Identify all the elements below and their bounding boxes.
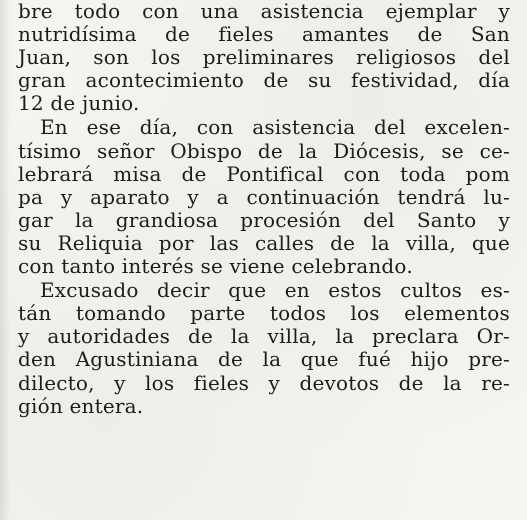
text-line: 12 de junio.: [18, 91, 140, 116]
paragraph-1: [18, 0, 510, 115]
text-line: lebrará misa de Pontifical con toda pom: [18, 161, 510, 186]
text-line: su Reliquia por las calles de la villa, que: [18, 230, 510, 255]
text-line: con tanto interés se viene celebrando.: [18, 254, 413, 279]
text-line: gran acontecimiento de su festividad, día: [18, 68, 510, 93]
text-line: En ese día, con asistencia del excelen-: [40, 115, 510, 140]
text-line: dilecto, y los fieles y devotos de la re-: [18, 370, 510, 395]
article-column: [18, 0, 510, 418]
text-line: den Agustiniana de la que fué hijo pre-: [18, 347, 510, 372]
text-line: bre todo con una asistencia ejemplar y: [18, 0, 510, 23]
text-line: Excusado decir que en estos cultos es-: [40, 278, 510, 303]
text-line: tísimo señor Obispo de la Diócesis, se ce-: [18, 138, 510, 163]
text-line: Juan, son los preliminares religiosos del: [18, 45, 510, 70]
scan-edge-shadow: [0, 0, 10, 520]
text-line: gar la grandiosa procesión del Santo y: [18, 207, 510, 232]
text-line: y autoridades de la villa, la preclara Or-: [18, 324, 510, 349]
text-line: nutridísima de fieles amantes de San: [18, 22, 510, 47]
paragraph-3: [18, 279, 510, 418]
text-line: gión entera.: [18, 393, 144, 418]
text-line: tán tomando parte todos los elementos: [18, 301, 510, 326]
paragraph-2: [18, 116, 510, 278]
text-line: pa y aparato y a continuación tendrá lu-: [18, 184, 510, 209]
